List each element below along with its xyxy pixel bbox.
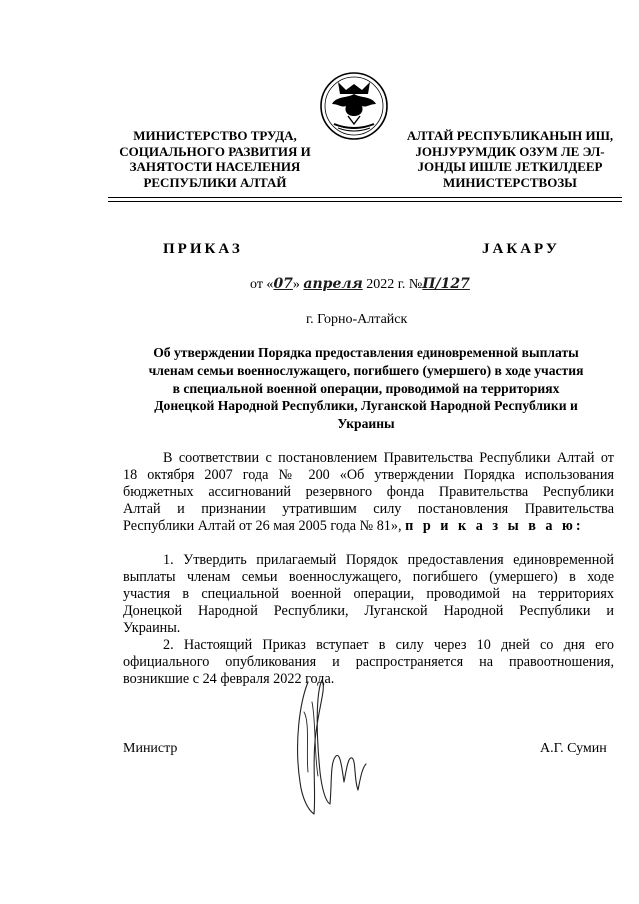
ministry-ru-line: МИНИСТЕРСТВО ТРУДА, (133, 128, 297, 143)
ministry-alt-line: ЈОНДЫ ИШЛЕ ЈЕТКИЛДЕЕР (417, 159, 603, 174)
order-number: П/127 (422, 276, 470, 292)
signatory-position: Министр (123, 741, 178, 756)
signatory-name: А.Г. Сумин (540, 741, 607, 756)
ministry-ru-line: СОЦИАЛЬНОГО РАЗВИТИЯ И (119, 143, 311, 159)
date-prefix: от « (250, 277, 274, 292)
subject-line: в специальной военной операции, проводимой на территориях (172, 380, 560, 396)
clause-1-line: выплаты членам семьи военнослужащего, погибшего (умершего) в ходе (123, 569, 614, 585)
date-year: 2022 г. № (362, 277, 423, 292)
clause-1-paragraph (123, 552, 614, 637)
handwritten-signature-icon (286, 672, 368, 822)
document-subject (118, 344, 614, 433)
preamble-line: 18 октября 2007 года № 200 «Об утверждении Порядка использования (123, 467, 614, 483)
order-title-russian: ПРИКАЗ (163, 241, 243, 257)
order-date-line (250, 276, 470, 293)
date-mid: » (292, 277, 304, 292)
clause-2-line: возникшие с 24 февраля 2022 года. (123, 671, 335, 687)
clause-2-paragraph (123, 637, 614, 688)
preamble-line: бюджетных ассигнований резервного фонда Правительства Республики (123, 484, 614, 500)
date-month: апреля (303, 276, 363, 292)
clause-1-line: участия в специальной военной операции, проводимой на территориях (123, 586, 614, 602)
subject-line: Об утверждении Порядка предоставления единовременной выплаты (153, 345, 579, 360)
preamble-last-text: Республики Алтай от 26 мая 2005 года № 81», (123, 518, 402, 534)
header-divider-thin (108, 201, 622, 202)
preamble-line: Алтай и признании утратившим силу постановления Правительства (123, 501, 614, 517)
order-title-altai: ЈАКАРУ (482, 241, 560, 257)
ministry-alt-line: ЈОНЈУРУМДИК ОЗУМ ЛЕ ЭЛ- (415, 143, 605, 159)
clause-1-line: Украины. (123, 620, 181, 636)
preamble-last-line (123, 518, 614, 535)
order-word: п р и к а з ы в а ю: (405, 518, 584, 534)
ministry-alt-line: АЛТАЙ РЕСПУБЛИКАНЫН ИШ, (406, 128, 614, 143)
ministry-alt-line: МИНИСТЕРСТВОЗЫ (443, 174, 577, 190)
preamble-line: В соответствии с постановлением Правительства Республики Алтай от (163, 450, 614, 466)
altai-republic-emblem-icon (318, 70, 390, 142)
ministry-name-altai (390, 128, 630, 190)
clause-1-line: Донецкой Народной Республики, Луганской Народной Республики и (123, 603, 614, 619)
ministry-ru-line: ЗАНЯТОСТИ НАСЕЛЕНИЯ (129, 159, 301, 174)
ministry-name-russian (110, 128, 320, 190)
city-name: г. Горно-Алтайск (306, 312, 408, 327)
ministry-ru-line: РЕСПУБЛИКИ АЛТАЙ (143, 174, 287, 190)
subject-line: Украины (337, 416, 395, 432)
clause-2-line: официального опубликования и распространяется на правоотношения, (123, 654, 614, 670)
date-day: 07 (273, 276, 293, 292)
clause-1-line: 1. Утвердить прилагаемый Порядок предоставления единовременной (163, 552, 614, 568)
preamble-paragraph (123, 450, 614, 535)
header-divider-thick (108, 197, 622, 198)
subject-line: членам семьи военнослужащего, погибшего (умершего) в ходе участия (148, 362, 584, 378)
subject-line: Донецкой Народной Республики, Луганской Народной Республики и (154, 398, 578, 414)
clause-2-line: 2. Настоящий Приказ вступает в силу через 10 дней со дня его (163, 637, 614, 653)
